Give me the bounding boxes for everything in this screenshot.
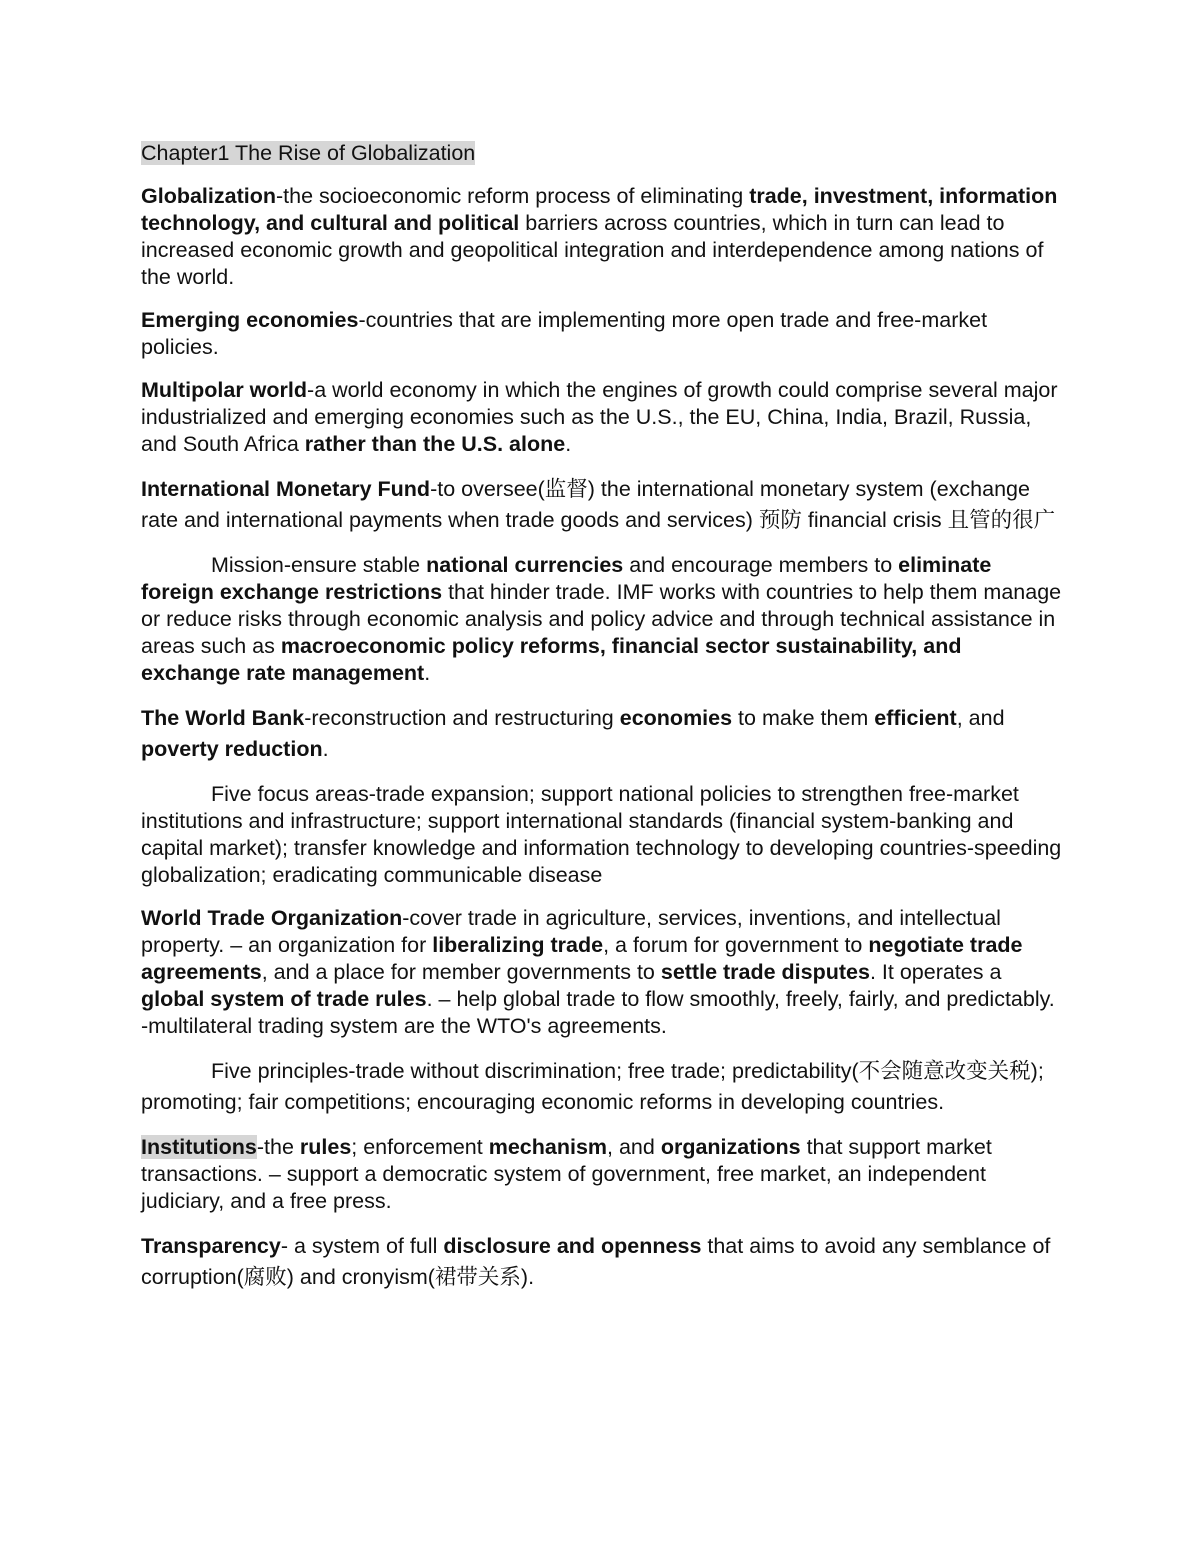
definition-text: -a world economy in which the engines of growth could comprise several major industrialized and emerging economies such as the U.S., the EU, China, India, Brazil, Russia, and South Africa — [141, 378, 1058, 456]
world-bank-focus-areas — [141, 781, 1066, 889]
emphasis-text: liberalizing trade — [432, 933, 604, 957]
definition-text: that support market transactions. – support a democratic system of government, free market, an independent judiciary, and a free press. — [141, 1135, 992, 1213]
definition-text: -cover trade in agriculture, services, inventions, and intellectual property. – an organization for — [141, 906, 1001, 957]
definition-text: -countries that are implementing more open trade and free-market policies. — [141, 308, 988, 359]
term-globalization: Globalization — [141, 184, 276, 208]
chapter-heading-text: Chapter1 The Rise of Globalization — [141, 141, 476, 165]
definition-transparency — [141, 1231, 1066, 1293]
definition-world-bank — [141, 703, 1066, 765]
imf-mission — [141, 552, 1066, 687]
definition-text: . — [424, 661, 431, 685]
definition-text: Five principles-trade without discrimination; free trade; predictability(不会随意改变关税); promoting; fair competitions; encouraging economic reforms in developing countries. — [141, 1059, 1044, 1114]
emphasis-text: rather than the U.S. alone — [304, 432, 566, 456]
emphasis-text: economies — [619, 706, 733, 730]
chapter-heading — [141, 140, 1066, 167]
definition-text: -to oversee(监督) the international monetary system (exchange rate and international payments when trade goods and services) 预防 financial crisis 且管的很广 — [141, 477, 1056, 532]
definition-text: - a system of full — [280, 1234, 444, 1258]
definition-text: , a forum for government to — [603, 933, 869, 957]
definition-text: -reconstruction and restructuring — [304, 706, 620, 730]
definition-text: , and a place for member governments to — [261, 960, 661, 984]
term-wto: World Trade Organization — [141, 906, 403, 930]
document-page — [141, 140, 1066, 1309]
definition-institutions — [141, 1134, 1066, 1215]
definition-text: and encourage members to — [623, 553, 899, 577]
emphasis-text: global system of trade rules — [141, 987, 427, 1011]
definition-text: ; enforcement — [351, 1135, 489, 1159]
definition-text: Five focus areas-trade expansion; support national policies to strengthen free-market institutions and infrastructure; support international standards (financial system-banking and capital market); transfer knowledge and information technology to developing countries-speeding globalization; eradicating communicable disease — [141, 782, 1062, 887]
definition-text: . — [565, 432, 572, 456]
emphasis-text: settle trade disputes — [660, 960, 870, 984]
term-imf: International Monetary Fund — [141, 477, 431, 501]
emphasis-text: organizations — [660, 1135, 801, 1159]
definition-text: that aims to avoid any semblance of corruption(腐败) and cronyism(裙带关系). — [141, 1234, 1051, 1289]
term-institutions: Institutions — [141, 1135, 257, 1159]
definition-text: -the — [256, 1135, 300, 1159]
definition-text: -the socioeconomic reform process of eliminating — [275, 184, 750, 208]
term-multipolar-world: Multipolar world — [141, 378, 308, 402]
emphasis-text: negotiate trade agreements — [141, 933, 1023, 984]
definition-text: . — [322, 737, 329, 761]
definition-emerging-economies — [141, 307, 1066, 361]
definition-globalization — [141, 183, 1066, 291]
definition-text: , and — [956, 706, 1005, 730]
emphasis-text: eliminate foreign exchange restrictions — [141, 553, 992, 604]
definition-wto — [141, 905, 1066, 1040]
term-transparency: Transparency — [141, 1234, 281, 1258]
definition-text: that hinder trade. IMF works with countries to help them manage or reduce risks through economic analysis and policy advice and through technical assistance in areas such as — [141, 580, 1062, 658]
definition-text: . – help global trade to flow smoothly, freely, fairly, and predictably. -multilateral trading system are the WTO's agreements. — [141, 987, 1055, 1038]
emphasis-text: disclosure and openness — [443, 1234, 702, 1258]
wto-principles — [141, 1056, 1066, 1118]
term-world-bank: The World Bank — [141, 706, 305, 730]
emphasis-text: poverty reduction — [141, 737, 323, 761]
emphasis-text: national currencies — [426, 553, 624, 577]
emphasis-text: rules — [299, 1135, 352, 1159]
definition-text: barriers across countries, which in turn can lead to increased economic growth and geopolitical integration and interdependence among nations of the world. — [141, 211, 1044, 289]
definition-text: , and — [607, 1135, 661, 1159]
term-emerging-economies: Emerging economies — [141, 308, 359, 332]
emphasis-text: trade, investment, information technology, and cultural and political — [141, 184, 1058, 235]
emphasis-text: efficient — [874, 706, 957, 730]
definition-imf — [141, 474, 1066, 536]
definition-multipolar-world — [141, 377, 1066, 458]
emphasis-text: mechanism — [488, 1135, 608, 1159]
definition-text: . It operates a — [869, 960, 1002, 984]
definition-text: to make them — [732, 706, 875, 730]
definition-text: Mission-ensure stable — [211, 553, 427, 577]
emphasis-text: macroeconomic policy reforms, financial sector sustainability, and exchange rate management — [141, 634, 962, 685]
